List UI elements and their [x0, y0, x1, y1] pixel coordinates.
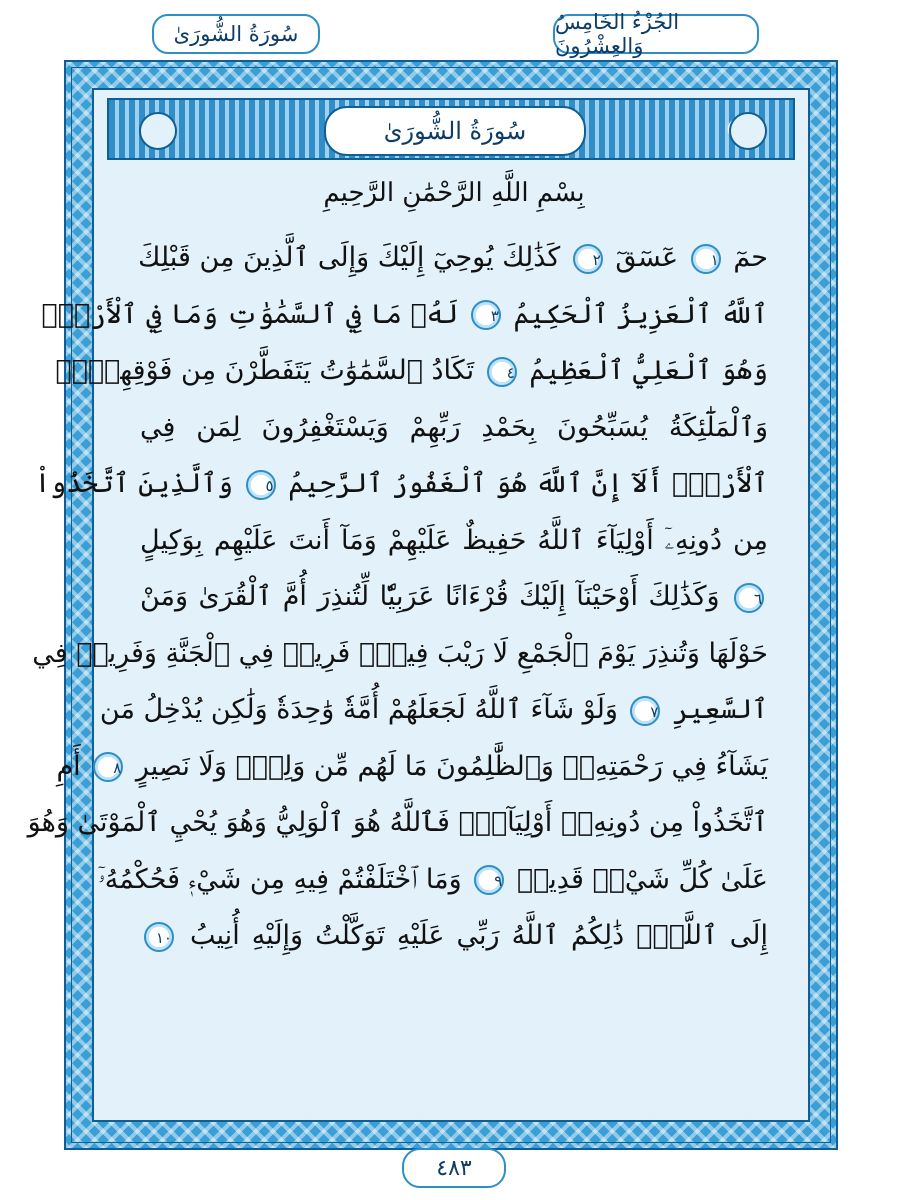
verse-text: مِن دُونِهِۦٓ أَوْلِيَآءَ ٱللَّهُ حَفِيظٌ عَلَيْهِمْ وَمَآ أَنتَ عَلَيْهِم بِوَكِيلٍ [140, 524, 768, 556]
ayah-number-marker: ٤ [487, 357, 517, 387]
verse-text: ٱتَّخَذُواْ مِن دُونِهِۦٓ أَوْلِيَآءَۖ فَٱللَّهُ هُوَ ٱلْوَلِيُّ وَهُوَ يُحْيِ ٱلْمَوْتَىٰ وَهُوَ [27, 807, 768, 838]
ayah-number-marker: ١ [691, 244, 721, 274]
ayah-number-marker: ٥ [246, 470, 276, 500]
verse-line [32, 626, 768, 682]
page-number: ٤٨٣ [402, 1148, 506, 1188]
basmala: بِسْمِ اللَّهِ الرَّحْمَٰنِ الرَّحِيمِ [323, 178, 585, 208]
verse-text: وَٱلْمَلَٰٓئِكَةُ يُسَبِّحُونَ بِحَمْدِ رَبِّهِمْ وَيَسْتَغْفِرُونَ لِمَن فِي [140, 411, 768, 443]
verses-area [27, 168, 769, 1098]
verse-text: عَلَىٰ كُلِّ شَيْءٖ قَدِيرٞ [516, 863, 768, 895]
verse-text: لَهُۥ مَا فِي ٱلسَّمَٰوَٰتِ وَمَا فِي ٱلْأَرْضِۖ [41, 298, 459, 330]
verse-line [56, 739, 768, 795]
verse-text: حمٓ [733, 242, 768, 273]
verse-text: ٱللَّهُ ٱلْعَزِيزُ ٱلْحَكِيمُ [513, 298, 768, 330]
verse-text: ٱلسَّعِيرِ [673, 694, 768, 725]
verse-line [27, 795, 768, 851]
verse-line [97, 852, 768, 908]
verse-line [140, 513, 768, 569]
verse-text: إِلَى ٱللَّهِۚ ذَٰلِكُمُ ٱللَّهُ رَبِّي عَلَيْهِ تَوَكَّلْتُ وَإِلَيْهِ أُنِيبُ [190, 920, 769, 951]
surah-title-banner [107, 98, 795, 160]
verse-text: وَكَذَٰلِكَ أَوْحَيْنَآ إِلَيْكَ قُرْءَانًا عَرَبِيّٗا لِّتُنذِرَ أُمَّ ٱلْقُرَىٰ وَمَنْ [140, 581, 720, 612]
verse-text: وَلَوْ شَآءَ ٱللَّهُ لَجَعَلَهُمْ أُمَّةٗ وَٰحِدَةٗ وَلَٰكِن يُدْخِلُ مَن [99, 694, 618, 725]
verse-line [140, 908, 768, 964]
verse-line [99, 682, 768, 738]
verse-text: أَمِ [56, 750, 81, 782]
verse-text: ٱلْأَرْضِۗ أَلَآ إِنَّ ٱللَّهَ هُوَ ٱلْغَفُورُ ٱلرَّحِيمُ [288, 468, 768, 499]
verse-text: يَشَآءُ فِي رَحْمَتِهِۦۚ وَٱلظَّٰلِمُونَ مَا لَهُم مِّن وَلِيّٖ وَلَا نَصِيرٍ [135, 750, 768, 782]
ornament-knot-icon [729, 112, 767, 150]
juz-label: الجُزْءُ الخَامِسُ وَالعِشْرُونَ [553, 14, 759, 54]
verse-text: كَذَٰلِكَ يُوحِيٓ إِلَيْكَ وَإِلَى ٱلَّذِينَ مِن قَبْلِكَ [138, 242, 561, 273]
verse-text: تَكَادُ ٱلسَّمَٰوَٰتُ يَتَفَطَّرْنَ مِن فَوْقِهِنَّۚ [55, 355, 475, 386]
verse-line [140, 400, 768, 456]
verse-text: وَٱلَّذِينَ ٱتَّخَذُواْ [34, 468, 234, 499]
ayah-number-marker: ٧ [630, 696, 660, 726]
verse-text: حَوْلَهَا وَتُنذِرَ يَوْمَ ٱلْجَمْعِ لَا رَيْبَ فِيهِۚ فَرِيقٞ فِي ٱلْجَنَّةِ وَفَرِيقٞ فِي [32, 637, 768, 669]
verse-line [41, 287, 768, 343]
ayah-number-marker: ٦ [734, 583, 764, 613]
verse-text: وَمَا ٱخْتَلَفْتُمْ فِيهِ مِن شَيْءٖ فَحُكْمُهُۥٓ [97, 863, 462, 895]
ayah-number-marker: ١٠ [144, 922, 174, 952]
ayah-number-marker: ٢ [573, 244, 603, 274]
verse-line [140, 569, 768, 625]
verse-line [34, 456, 768, 512]
surah-title: سُورَةُ الشُّورَىٰ [324, 106, 586, 156]
verse-line [55, 343, 768, 399]
ayah-number-marker: ٩ [474, 865, 504, 895]
verse-text: عٓسٓقٓ [615, 242, 679, 273]
verse-line [140, 230, 768, 286]
surah-name-label: سُورَةُ الشُّورَىٰ [152, 14, 320, 54]
ayah-number-marker: ٨ [93, 752, 123, 782]
verse-text: وَهُوَ ٱلْعَلِيُّ ٱلْعَظِيمُ [529, 355, 768, 386]
ayah-number-marker: ٣ [471, 300, 501, 330]
ornament-knot-icon [139, 112, 177, 150]
